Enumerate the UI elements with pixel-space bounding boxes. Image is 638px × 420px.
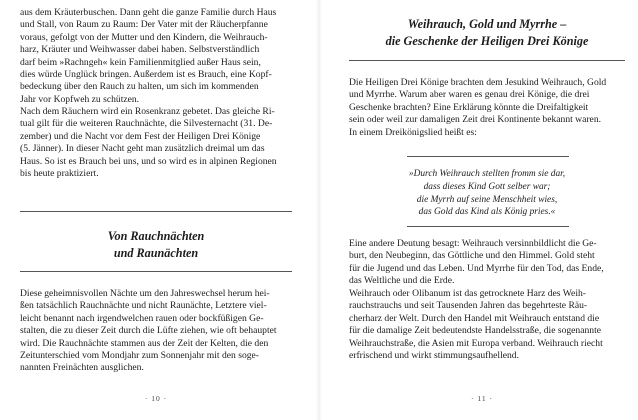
quote-bottom-rule (407, 226, 569, 227)
quote-top-rule (407, 156, 569, 157)
right-paragraph-2: Eine andere Deutung besagt: Weihrauch versinnbildlicht die Ge- burt, den Neubeginn, das Göttliche und den Himmel. Gold steht für die Jugend und das Leben. Und Myrrhe für den Tod, das Ende, das Weltliche und die Erde. (349, 238, 604, 287)
right-paragraph-3: Weihrauch oder Olibanum ist das getrocknete Harz des Weih- rauchstrauchs und seit Tausenden Jahren das begehrteste Räu- cherharz der Welt. Durch den Handel mit Weihrauch entstand die für die damalige Zeit bedeutendste Handelsstraße, die sogenannte Weihrauchstraße, die Asien mit Europa verband. Weihrauch riecht erfrischend und wirkt stimmungsaufhellend. (349, 288, 603, 362)
right-top-rule (349, 60, 625, 61)
left-paragraph-3: Diese geheimnisvollen Nächte um den Jahreswechsel herum hei- ßen tatsächlich Rauchnächte und nicht Raunächte, Letztere viel- leicht benannt nach irgendwelchen rauen oder bockfüßigen Ge- stalten, die zu dieser Zeit durch die Lüfte ziehen, wie oft behauptet wird. Die Rauchnächte stammen aus der Zeit der Kelten, die den Zeitunterschied vom Mondjahr zum Sonnenjahr mit den soge- nannten Freinächten ausglichen. (20, 288, 277, 374)
poem-quote: »Durch Weihrauch stellten fromm sie dar, dass dieses Kind Gott selber war; die Myrrh auf seine Menschheit wies, das Gold das Kind als König pries.« (408, 169, 566, 218)
page-number-left: · 10 · (144, 394, 168, 403)
right-page (319, 0, 638, 420)
right-paragraph-1: Die Heiligen Drei Könige brachten dem Jesukind Weihrauch, Gold und Myrrhe. Warum aber waren es genau drei Könige, die drei Geschenke brachten? Eine Erklärung könnte die Dreifaltigkeit sein oder weil zur damaligen Zeit drei Kontinente bekannt waren. In einem Dreikönigslied heißt es: (349, 77, 607, 138)
left-top-rule (20, 211, 292, 212)
left-bottom-rule (20, 271, 292, 272)
left-paragraph-2: Nach dem Räuchern wird ein Rosenkranz gebetet. Das gleiche Ri- tual gilt für die weiteren Rauchnächte, die Silvesternacht (31. De- zember) und die Nacht vor dem Fest der Heiligen Drei Könige (5. Jänner). In dieser Nacht geht man zusätzlich dreimal um das Haus. So ist es Brauch bei uns, und so wird es in alpinen Regionen bis heute praktiziert. (20, 106, 277, 180)
left-paragraph-1: aus dem Kräuterbuschen. Dann geht die ganze Familie durch Haus und Stall, von Raum zu Raum: Der Vater mit der Räucherpfanne voraus, gefolgt von der Mutter und den Kindern, die Weihrauch- harz, Kräuter und Weihwasser dabei haben. Selbstverständlich darf beim »Rachngeh« kein Familienmitglied außer Haus sein, dies würde Unglück bringen. Außerdem ist es Brauch, eine Kopf- bedeckung über den Rauch zu halten, um sich im kommenden Jahr vor Kopfweh zu schützen. (20, 7, 277, 105)
right-section-heading: Weihrauch, Gold und Myrrhe – die Geschenke der Heiligen Drei Könige (385, 17, 589, 48)
left-section-heading: Von Rauchnächten und Raunächten (107, 229, 205, 260)
page-number-right: · 11 · (471, 394, 493, 403)
